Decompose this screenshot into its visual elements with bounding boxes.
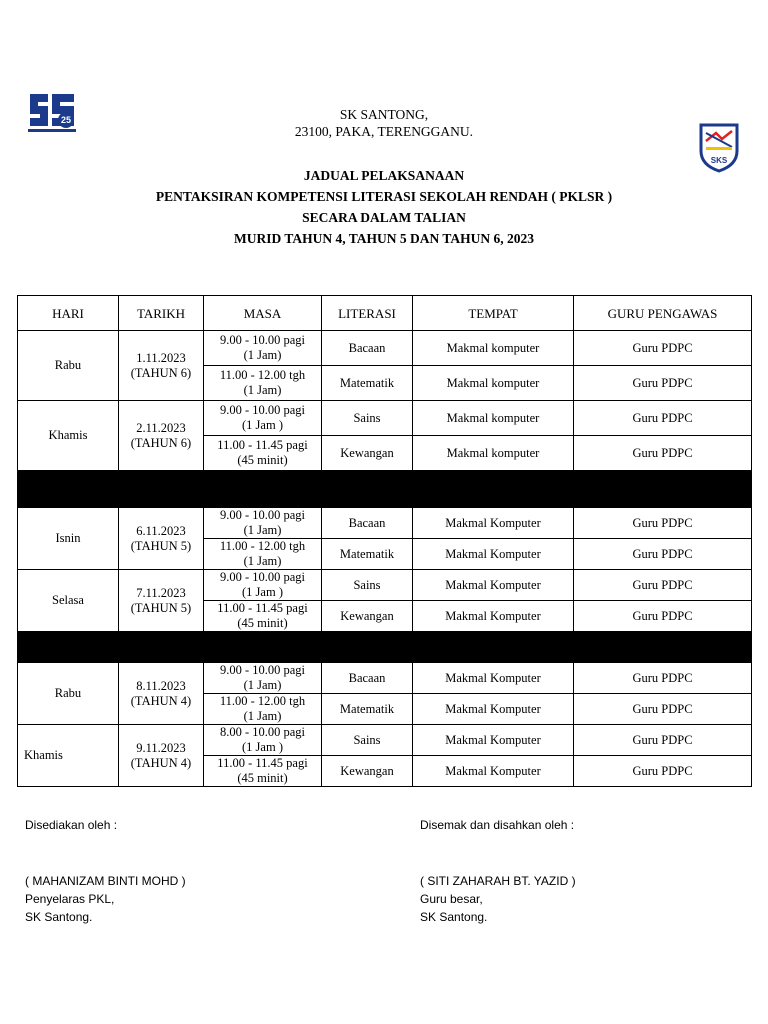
masa-cell [204, 663, 322, 694]
tempat-cell: Makmal Komputer [413, 694, 574, 725]
masa-duration: (1 Jam ) [242, 418, 283, 432]
tarikh-date: 7.11.2023 [136, 585, 186, 600]
tempat-cell: Makmal Komputer [413, 725, 574, 756]
preparer-signature-block [25, 872, 186, 926]
hari-cell: Selasa [18, 570, 119, 632]
crest-text: SKS [710, 156, 728, 165]
guru-cell: Guru PDPC [574, 436, 752, 471]
table-row [18, 725, 752, 756]
masa-cell [204, 570, 322, 601]
guru-cell: Guru PDPC [574, 508, 752, 539]
preparer-role: Penyelaras PKL, [25, 892, 115, 906]
guru-cell: Guru PDPC [574, 401, 752, 436]
school-name: SK SANTONG, [339, 107, 429, 122]
tarikh-cell [119, 570, 204, 632]
masa-time: 11.00 - 11.45 pagi [217, 438, 308, 452]
header-tempat: TEMPAT [413, 296, 574, 331]
hari-cell: Rabu [18, 331, 119, 401]
tarikh-date: 9.11.2023 [136, 740, 186, 755]
masa-duration: (1 Jam ) [242, 740, 283, 754]
document-subtitle-mode: SECARA DALAM TALIAN [302, 210, 466, 225]
header-tarikh: TARIKH [119, 296, 204, 331]
masa-time: 11.00 - 12.00 tgh [219, 539, 306, 553]
separator-row [18, 471, 752, 508]
tempat-cell: Makmal Komputer [413, 539, 574, 570]
masa-duration: (1 Jam) [243, 554, 282, 568]
masa-time: 9.00 - 10.00 pagi [219, 333, 306, 347]
masa-cell [204, 694, 322, 725]
masa-time: 11.00 - 11.45 pagi [217, 756, 308, 770]
hari-cell: Rabu [18, 663, 119, 725]
masa-time: 8.00 - 10.00 pagi [219, 725, 306, 739]
tempat-cell: Makmal komputer [413, 436, 574, 471]
tempat-cell: Makmal Komputer [413, 601, 574, 632]
document-subtitle-students: MURID TAHUN 4, TAHUN 5 DAN TAHUN 6, 2023 [233, 231, 534, 246]
literasi-cell: Matematik [322, 539, 413, 570]
guru-cell: Guru PDPC [574, 331, 752, 366]
guru-cell: Guru PDPC [574, 570, 752, 601]
masa-time: 9.00 - 10.00 pagi [219, 663, 306, 677]
preparer-org: SK Santong. [25, 910, 93, 924]
table-row [18, 401, 752, 436]
guru-cell: Guru PDPC [574, 725, 752, 756]
literasi-cell: Matematik [322, 694, 413, 725]
tarikh-tahun: (TAHUN 5) [130, 600, 192, 615]
preparer-name: ( MAHANIZAM BINTI MOHD ) [25, 874, 186, 888]
masa-cell [204, 331, 322, 366]
hari-cell: Khamis [18, 725, 119, 787]
masa-cell [204, 725, 322, 756]
guru-cell: Guru PDPC [574, 663, 752, 694]
approver-org: SK Santong. [420, 910, 488, 924]
tarikh-date: 2.11.2023 [136, 420, 186, 435]
masa-cell [204, 401, 322, 436]
table-row [18, 508, 752, 539]
literasi-cell: Bacaan [322, 331, 413, 366]
tempat-cell: Makmal Komputer [413, 508, 574, 539]
tarikh-tahun: (TAHUN 4) [130, 693, 192, 708]
masa-time: 9.00 - 10.00 pagi [219, 508, 306, 522]
masa-cell [204, 436, 322, 471]
tarikh-tahun: (TAHUN 6) [130, 435, 192, 450]
header-hari: HARI [18, 296, 119, 331]
tarikh-date: 1.11.2023 [136, 350, 186, 365]
masa-cell [204, 366, 322, 401]
masa-duration: (1 Jam ) [242, 585, 283, 599]
literasi-cell: Matematik [322, 366, 413, 401]
literasi-cell: Kewangan [322, 436, 413, 471]
logo-number: 25 [60, 115, 72, 125]
header-guru-pengawas: GURU PENGAWAS [574, 296, 752, 331]
tempat-cell: Makmal komputer [413, 331, 574, 366]
guru-cell: Guru PDPC [574, 756, 752, 787]
hari-cell: Isnin [18, 508, 119, 570]
masa-cell [204, 508, 322, 539]
masa-duration: (45 minit) [237, 771, 288, 785]
schedule-table [17, 295, 752, 787]
masa-cell [204, 539, 322, 570]
header-literasi: LITERASI [322, 296, 413, 331]
masa-cell [204, 601, 322, 632]
table-row [18, 663, 752, 694]
hari-cell: Khamis [18, 401, 119, 471]
literasi-cell: Kewangan [322, 601, 413, 632]
guru-cell: Guru PDPC [574, 539, 752, 570]
tempat-cell: Makmal Komputer [413, 570, 574, 601]
masa-time: 11.00 - 12.00 tgh [219, 368, 306, 382]
table-row [18, 331, 752, 366]
guru-cell: Guru PDPC [574, 694, 752, 725]
masa-duration: (1 Jam) [243, 383, 282, 397]
masa-duration: (1 Jam) [243, 709, 282, 723]
masa-duration: (1 Jam) [243, 678, 282, 692]
masa-duration: (45 minit) [237, 453, 288, 467]
approver-name: ( SITI ZAHARAH BT. YAZID ) [420, 874, 576, 888]
document-title: JADUAL PELAKSANAAN [303, 168, 465, 183]
literasi-cell: Sains [322, 401, 413, 436]
masa-time: 9.00 - 10.00 pagi [219, 403, 306, 417]
masa-cell [204, 756, 322, 787]
tarikh-tahun: (TAHUN 4) [130, 755, 192, 770]
masa-time: 9.00 - 10.00 pagi [219, 570, 306, 584]
masa-duration: (1 Jam) [243, 523, 282, 537]
tarikh-cell [119, 725, 204, 787]
masa-time: 11.00 - 11.45 pagi [217, 601, 308, 615]
masa-duration: (1 Jam) [243, 348, 282, 362]
tarikh-cell [119, 663, 204, 725]
tarikh-cell [119, 508, 204, 570]
tempat-cell: Makmal komputer [413, 366, 574, 401]
school-address: 23100, PAKA, TERENGGANU. [294, 124, 474, 139]
tarikh-cell [119, 401, 204, 471]
literasi-cell: Bacaan [322, 508, 413, 539]
tarikh-date: 8.11.2023 [136, 678, 186, 693]
table-row [18, 570, 752, 601]
tarikh-cell [119, 331, 204, 401]
literasi-cell: Sains [322, 725, 413, 756]
tempat-cell: Makmal Komputer [413, 663, 574, 694]
header-masa: MASA [204, 296, 322, 331]
literasi-cell: Bacaan [322, 663, 413, 694]
masa-duration: (45 minit) [237, 616, 288, 630]
approved-by-label: Disemak dan disahkan oleh : [420, 818, 575, 832]
tarikh-date: 6.11.2023 [136, 523, 186, 538]
prepared-by-label: Disediakan oleh : [25, 818, 118, 832]
tempat-cell: Makmal Komputer [413, 756, 574, 787]
approver-role: Guru besar, [420, 892, 483, 906]
guru-cell: Guru PDPC [574, 366, 752, 401]
masa-time: 11.00 - 12.00 tgh [219, 694, 306, 708]
document-subtitle: PENTAKSIRAN KOMPETENSI LITERASI SEKOLAH RENDAH ( PKLSR ) [155, 189, 613, 204]
guru-cell: Guru PDPC [574, 601, 752, 632]
literasi-cell: Kewangan [322, 756, 413, 787]
separator-row [18, 632, 752, 663]
approver-signature-block [420, 872, 576, 926]
literasi-cell: Sains [322, 570, 413, 601]
tarikh-tahun: (TAHUN 5) [130, 538, 192, 553]
tempat-cell: Makmal komputer [413, 401, 574, 436]
tarikh-tahun: (TAHUN 6) [130, 365, 192, 380]
table-header-row [18, 296, 752, 331]
